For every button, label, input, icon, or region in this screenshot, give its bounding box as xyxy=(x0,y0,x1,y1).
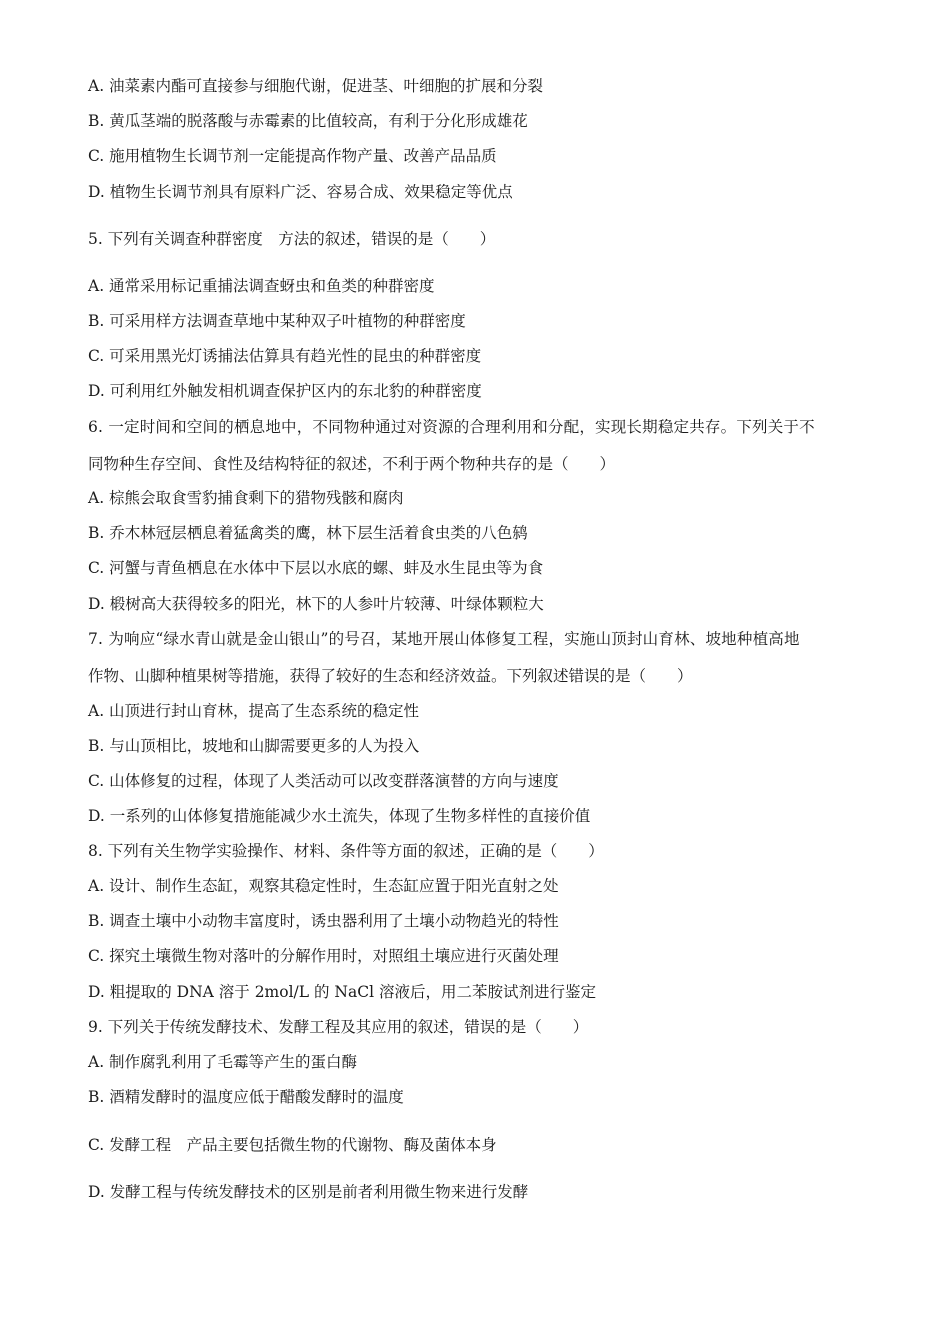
q7-option-b: B. 与山顶相比，坡地和山脚需要更多的人为投入 xyxy=(88,737,420,755)
q4-option-b: B. 黄瓜茎端的脱落酸与赤霉素的比值较高，有利于分化形成雄花 xyxy=(88,112,528,130)
q8-option-c: C. 探究土壤微生物对落叶的分解作用时，对照组土壤应进行灭菌处理 xyxy=(88,947,559,965)
q9-option-a: A. 制作腐乳利用了毛霉等产生的蛋白酶 xyxy=(88,1053,358,1071)
q6-stem-line1: 6. 一定时间和空间的栖息地中，不同物种通过对资源的合理利用和分配，实现长期稳定共存。下列关于不 xyxy=(88,418,815,436)
q8-option-d: D. 粗提取的 DNA 溶于 2mol/L 的 NaCl 溶液后，用二苯胺试剂进行鉴定 xyxy=(88,983,596,1001)
q5-option-c: C. 可采用黑光灯诱捕法估算具有趋光性的昆虫的种群密度 xyxy=(88,347,482,365)
q8-option-b: B. 调查土壤中小动物丰富度时，诱虫器利用了土壤小动物趋光的特性 xyxy=(88,912,559,930)
q5-option-a: A. 通常采用标记重捕法调查蚜虫和鱼类的种群密度 xyxy=(88,277,435,295)
q5-stem: 5. 下列有关调查种群密度 方法的叙述，错误的是（ ） xyxy=(88,230,496,248)
q9-option-c: C. 发酵工程 产品主要包括微生物的代谢物、酶及菌体本身 xyxy=(88,1136,497,1154)
q7-stem-line1: 7. 为响应“绿水青山就是金山银山”的号召，某地开展山体修复工程，实施山顶封山育林、坡地种植高地 xyxy=(88,630,800,648)
q5-option-d: D. 可利用红外触发相机调查保护区内的东北豹的种群密度 xyxy=(88,382,482,400)
q6-option-d: D. 椴树高大获得较多的阳光，林下的人参叶片较薄、叶绿体颗粒大 xyxy=(88,595,544,613)
q6-option-c: C. 河蟹与青鱼栖息在水体中下层以水底的螺、蚌及水生昆虫等为食 xyxy=(88,559,544,577)
q8-option-a: A. 设计、制作生态缸，观察其稳定性时，生态缸应置于阳光直射之处 xyxy=(88,877,559,895)
q9-option-b: B. 酒精发酵时的温度应低于醋酸发酵时的温度 xyxy=(88,1088,404,1106)
q4-option-c: C. 施用植物生长调节剂一定能提高作物产量、改善产品品质 xyxy=(88,147,497,165)
q9-stem: 9. 下列关于传统发酵技术、发酵工程及其应用的叙述，错误的是（ ） xyxy=(88,1018,589,1036)
q7-option-c: C. 山体修复的过程，体现了人类活动可以改变群落演替的方向与速度 xyxy=(88,772,559,790)
q4-option-d: D. 植物生长调节剂具有原料广泛、容易合成、效果稳定等优点 xyxy=(88,183,513,201)
q6-stem-line2: 同物种生存空间、食性及结构特征的叙述，不利于两个物种共存的是（ ） xyxy=(88,455,616,473)
q5-option-b: B. 可采用样方法调查草地中某种双子叶植物的种群密度 xyxy=(88,312,466,330)
q4-option-a: A. 油菜素内酯可直接参与细胞代谢，促进茎、叶细胞的扩展和分裂 xyxy=(88,77,544,95)
q7-option-a: A. 山顶进行封山育林，提高了生态系统的稳定性 xyxy=(88,702,420,720)
q7-stem-line2: 作物、山脚种植果树等措施，获得了较好的生态和经济效益。下列叙述错误的是（ ） xyxy=(88,667,693,685)
q6-option-a: A. 棕熊会取食雪豹捕食剩下的猎物残骸和腐肉 xyxy=(88,489,404,507)
q7-option-d: D. 一系列的山体修复措施能减少水土流失，体现了生物多样性的直接价值 xyxy=(88,807,591,825)
q9-option-d: D. 发酵工程与传统发酵技术的区别是前者利用微生物来进行发酵 xyxy=(88,1183,529,1201)
q6-option-b: B. 乔木林冠层栖息着猛禽类的鹰，林下层生活着食虫类的八色鸫 xyxy=(88,524,528,542)
q8-stem: 8. 下列有关生物学实验操作、材料、条件等方面的叙述，正确的是（ ） xyxy=(88,842,604,860)
